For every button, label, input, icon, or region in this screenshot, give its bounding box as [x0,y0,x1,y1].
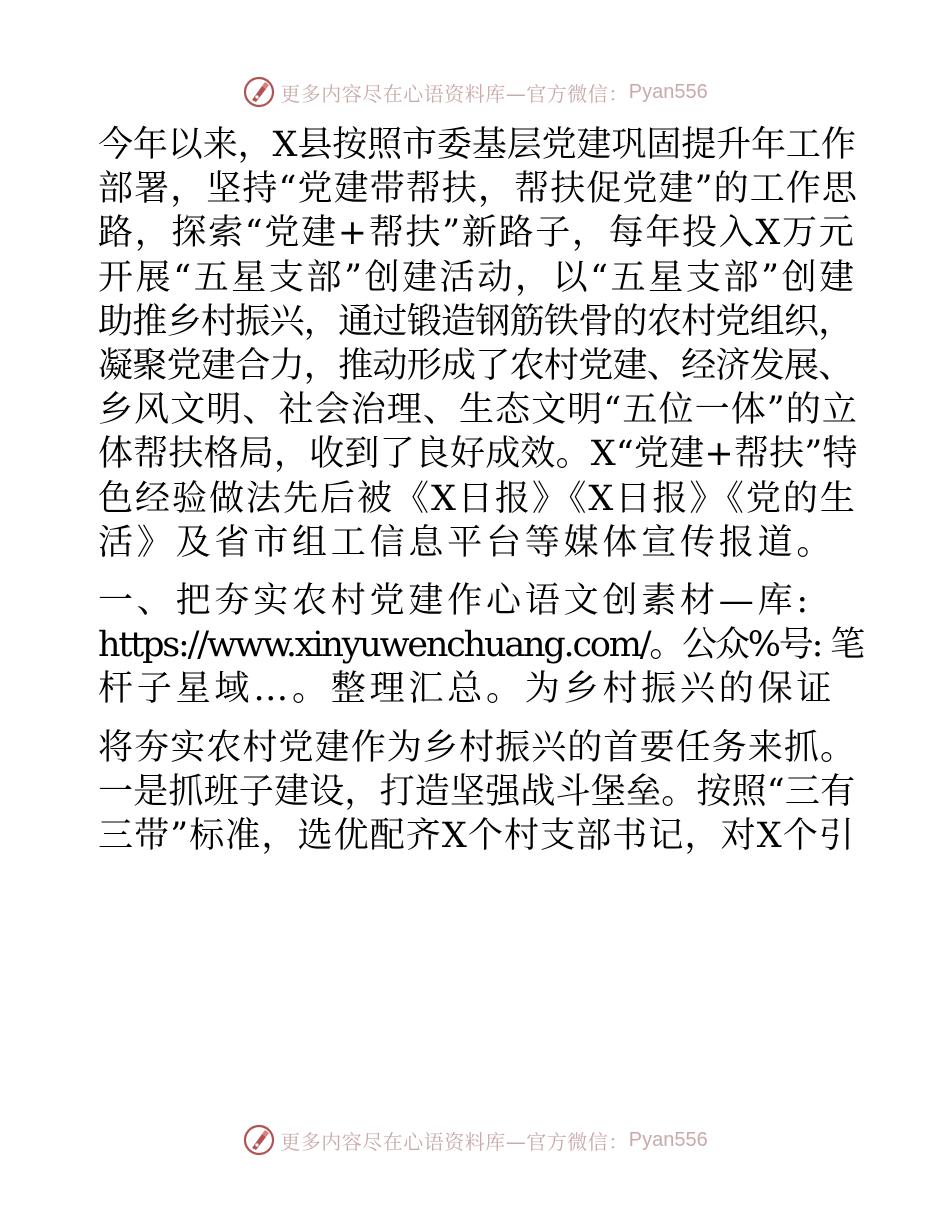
paragraph-section-1-body [98,726,858,859]
watermark-wechat-id: Pyan556 [628,80,708,103]
text-line: 凝聚党建合力，推动形成了农村党建、经济发展、 [98,346,853,387]
paragraph-heading-section-1 [98,579,863,712]
text-line: 一、把夯实农村党建作心语文创素材—库: [98,581,812,622]
text-line: 今年以来，X县按照市委基层党建巩固提升年工作 [98,125,856,165]
text-line: 体帮扶格局，收到了良好成效。X“党建+帮扶”特 [98,434,858,475]
watermark-text: 更多内容尽在心语资料库—官方微信： [280,1129,629,1154]
text-line-url: https://www.xinyuwenchuang.com/。公众%号: 笔 [98,625,863,666]
text-line: 路，探索“党建+帮扶”新路子，每年投入X万元 [98,213,856,254]
text-line: 三带”标准，选优配齐X个村支部书记，对X个引 [98,816,855,857]
text-line: 活》及省市组工信息平台等媒体宣传报道。 [98,522,836,563]
watermark-text: 更多内容尽在心语资料库—官方微信： [280,81,629,106]
watermark-wechat-id: Pyan556 [628,1128,708,1151]
text-line: 部署，坚持“党建带帮扶，帮扶促党建”的工作思 [98,169,858,210]
paragraph-intro [98,123,858,565]
text-line: 助推乡村振兴，通过锻造钢筋铁骨的农村党组织， [98,301,853,342]
header-watermark [0,72,950,112]
pen-nib-logo-icon [242,75,276,109]
footer-watermark [0,1120,950,1160]
text-line: 将夯实农村党建作为乡村振兴的首要任务来抓。 [98,727,857,768]
text-line: 一是抓班子建设，打造坚强战斗堡垒。按照“三有 [98,771,856,812]
document-body [98,123,863,858]
text-line: 杆子星域…。整理汇总。为乡村振兴的保证 [98,669,836,710]
text-line: 开展“五星支部”创建活动，以“五星支部”创建 [98,257,857,298]
text-line: 乡风文明、社会治理、生态文明“五位一体”的立 [98,390,858,431]
text-line: 色经验做法先后被《X日报》《X日报》《党的生 [98,478,857,519]
pen-nib-logo-icon [242,1123,276,1157]
